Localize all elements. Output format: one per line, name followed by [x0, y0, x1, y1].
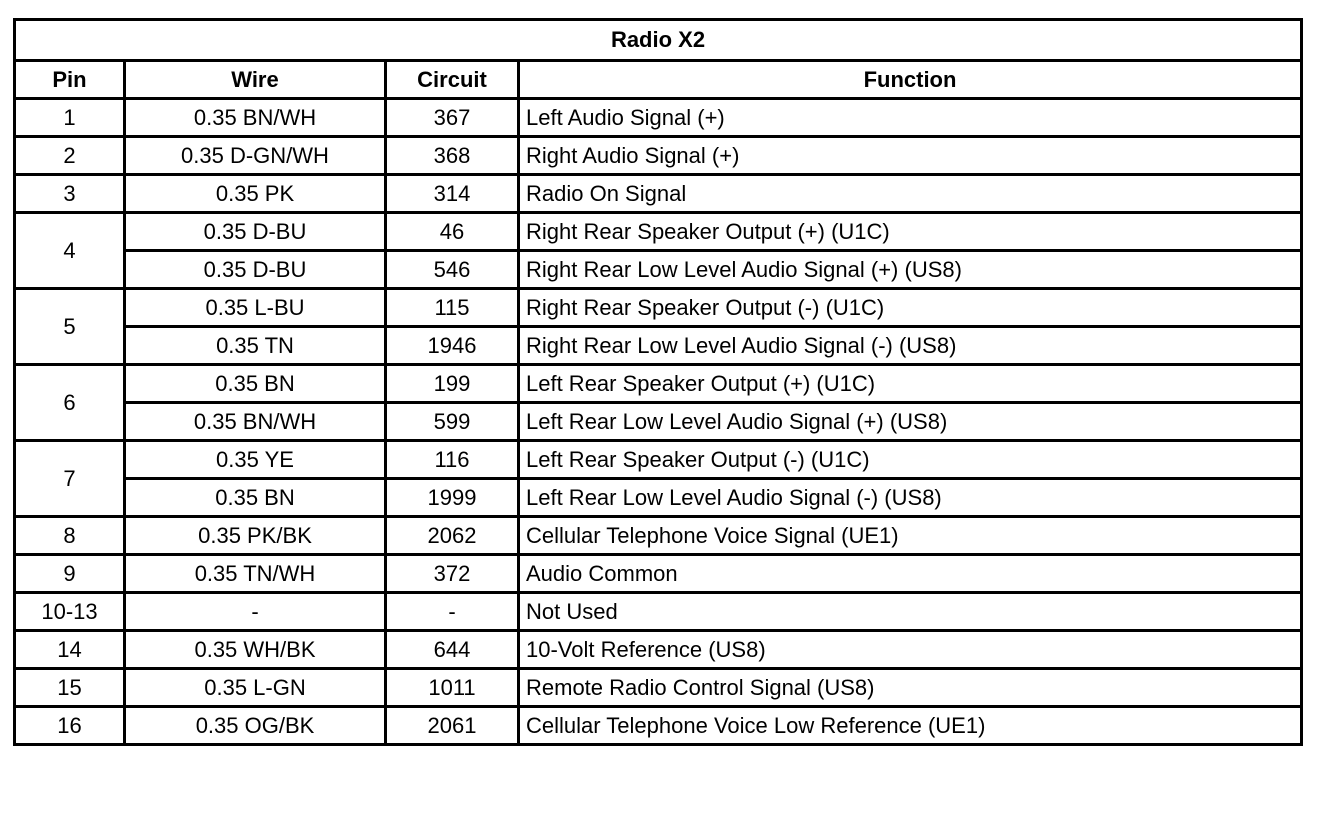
- function-cell: Cellular Telephone Voice Low Reference (UE1): [519, 707, 1302, 745]
- table-row: [15, 137, 1302, 175]
- wire-cell: 0.35 YE: [125, 441, 386, 479]
- circuit-cell: 199: [386, 365, 519, 403]
- table-row: [15, 441, 1302, 479]
- function-cell: Left Rear Low Level Audio Signal (+) (US8): [519, 403, 1302, 441]
- circuit-cell: 367: [386, 99, 519, 137]
- wire-cell: 0.35 BN: [125, 365, 386, 403]
- circuit-cell: -: [386, 593, 519, 631]
- circuit-cell: 1946: [386, 327, 519, 365]
- connector-table-container: [13, 18, 1300, 746]
- pin-cell: 2: [15, 137, 125, 175]
- circuit-cell: 46: [386, 213, 519, 251]
- header-row: [15, 61, 1302, 99]
- function-cell: Left Audio Signal (+): [519, 99, 1302, 137]
- function-cell: Left Rear Low Level Audio Signal (-) (US8): [519, 479, 1302, 517]
- function-cell: Radio On Signal: [519, 175, 1302, 213]
- connector-pinout-table: [13, 18, 1303, 746]
- circuit-cell: 1011: [386, 669, 519, 707]
- wire-cell: -: [125, 593, 386, 631]
- function-cell: Not Used: [519, 593, 1302, 631]
- function-cell: Right Rear Low Level Audio Signal (+) (US8): [519, 251, 1302, 289]
- table-row: [15, 403, 1302, 441]
- wire-cell: 0.35 TN/WH: [125, 555, 386, 593]
- wire-cell: 0.35 WH/BK: [125, 631, 386, 669]
- circuit-cell: 116: [386, 441, 519, 479]
- pin-cell: 3: [15, 175, 125, 213]
- function-cell: Right Rear Speaker Output (-) (U1C): [519, 289, 1302, 327]
- wire-cell: 0.35 D-BU: [125, 213, 386, 251]
- table-row: [15, 593, 1302, 631]
- circuit-cell: 644: [386, 631, 519, 669]
- table-row: [15, 175, 1302, 213]
- table-row: [15, 517, 1302, 555]
- pin-cell: 6: [15, 365, 125, 441]
- pin-cell: 9: [15, 555, 125, 593]
- function-cell: Right Rear Low Level Audio Signal (-) (US8): [519, 327, 1302, 365]
- circuit-cell: 599: [386, 403, 519, 441]
- circuit-cell: 115: [386, 289, 519, 327]
- pin-cell: 8: [15, 517, 125, 555]
- wire-cell: 0.35 TN: [125, 327, 386, 365]
- wire-cell: 0.35 OG/BK: [125, 707, 386, 745]
- function-cell: Remote Radio Control Signal (US8): [519, 669, 1302, 707]
- table-title: Radio X2: [15, 20, 1302, 61]
- pin-cell: 7: [15, 441, 125, 517]
- wire-cell: 0.35 BN/WH: [125, 403, 386, 441]
- wire-cell: 0.35 PK/BK: [125, 517, 386, 555]
- table-row: [15, 555, 1302, 593]
- function-cell: Left Rear Speaker Output (+) (U1C): [519, 365, 1302, 403]
- table-row: [15, 99, 1302, 137]
- circuit-cell: 2062: [386, 517, 519, 555]
- function-cell: Left Rear Speaker Output (-) (U1C): [519, 441, 1302, 479]
- wire-cell: 0.35 BN: [125, 479, 386, 517]
- table-row: [15, 327, 1302, 365]
- circuit-cell: 546: [386, 251, 519, 289]
- table-row: [15, 213, 1302, 251]
- table-body: [15, 99, 1302, 745]
- table-row: [15, 631, 1302, 669]
- table-row: [15, 707, 1302, 745]
- header-pin: Pin: [15, 61, 125, 99]
- pin-cell: 14: [15, 631, 125, 669]
- wire-cell: 0.35 D-GN/WH: [125, 137, 386, 175]
- table-row: [15, 289, 1302, 327]
- pin-cell: 4: [15, 213, 125, 289]
- function-cell: Audio Common: [519, 555, 1302, 593]
- table-row: [15, 479, 1302, 517]
- circuit-cell: 372: [386, 555, 519, 593]
- wire-cell: 0.35 L-BU: [125, 289, 386, 327]
- wire-cell: 0.35 L-GN: [125, 669, 386, 707]
- table-row: [15, 365, 1302, 403]
- function-cell: Right Rear Speaker Output (+) (U1C): [519, 213, 1302, 251]
- table-row: [15, 669, 1302, 707]
- wire-cell: 0.35 D-BU: [125, 251, 386, 289]
- title-row: [15, 20, 1302, 61]
- pin-cell: 5: [15, 289, 125, 365]
- circuit-cell: 314: [386, 175, 519, 213]
- table-row: [15, 251, 1302, 289]
- function-cell: 10-Volt Reference (US8): [519, 631, 1302, 669]
- header-wire: Wire: [125, 61, 386, 99]
- pin-cell: 15: [15, 669, 125, 707]
- function-cell: Cellular Telephone Voice Signal (UE1): [519, 517, 1302, 555]
- header-circuit: Circuit: [386, 61, 519, 99]
- function-cell: Right Audio Signal (+): [519, 137, 1302, 175]
- pin-cell: 10-13: [15, 593, 125, 631]
- circuit-cell: 368: [386, 137, 519, 175]
- circuit-cell: 2061: [386, 707, 519, 745]
- header-function: Function: [519, 61, 1302, 99]
- circuit-cell: 1999: [386, 479, 519, 517]
- pin-cell: 1: [15, 99, 125, 137]
- wire-cell: 0.35 PK: [125, 175, 386, 213]
- pin-cell: 16: [15, 707, 125, 745]
- wire-cell: 0.35 BN/WH: [125, 99, 386, 137]
